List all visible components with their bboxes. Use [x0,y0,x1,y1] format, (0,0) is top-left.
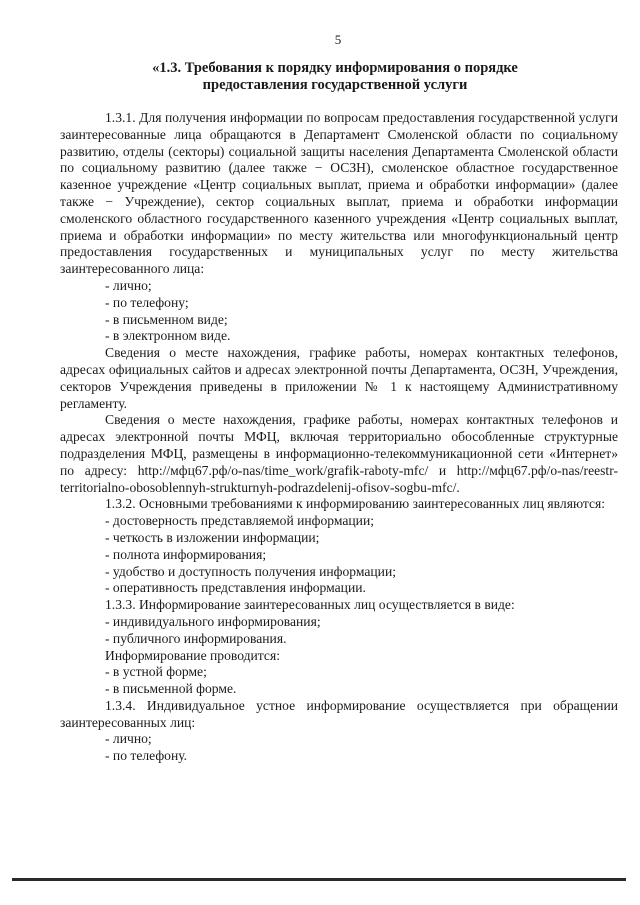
document-body [60,110,618,765]
paragraph-1-3-1: 1.3.1. Для получения информации по вопросам предоставления государственной услуги заинтересованные лица обращаются в Департамент Смоленской области по социальному развитию, отделы (секторы) социальной защиты населения Департамента Смоленской области по социальному развитию (далее также − ОСЗН), смоленское областное государственное казенное учреждение «Центр социальных выплат, приема и обработки информации» (далее также − Учреждение), сектор социальных выплат, приема и обработки информации смоленского областного государственного казенного учреждения «Центр социальных выплат, приема и обработки информации» по месту жительства или многофункциональный центр предоставления государственных и муниципальных услуг по месту жительства заинтересованного лица: [60,110,618,277]
section-title-line-1: «1.3. Требования к порядку информирования о порядке [152,60,518,76]
list-item: - в электронном виде. [105,328,231,344]
list-item: - полнота информирования; [105,546,267,562]
paragraph-1-3-4: 1.3.4. Индивидуальное устное информирование осуществляется при обращении заинтересованных лиц: [60,697,618,730]
paragraph-contacts: Сведения о месте нахождения, графике работы, номерах контактных телефонов, адресах официальных сайтов и адресах электронной почты Департамента, ОСЗН, Учреждения, секторов Учреждения приведены в приложении № 1 к настоящему Административному регламенту. [60,345,618,411]
list-item: - индивидуального информирования; [105,613,321,629]
list-item: - четкость в изложении информации; [105,529,320,545]
list-item: - достоверность представляемой информации; [105,513,375,529]
list-item: - в письменной форме. [105,681,237,697]
list-item: - лично; [105,277,152,293]
paragraph-1-3-3: 1.3.3. Информирование заинтересованных лиц осуществляется в виде: [105,597,515,613]
list-item: - лично; [105,731,152,747]
paragraph-conducted: Информирование проводится: [105,647,280,663]
list-item: - по телефону; [105,294,189,310]
page-number: 5 [334,32,342,47]
list-item: - оперативность представления информации. [105,580,366,596]
list-item: - публичного информирования. [105,630,287,646]
list-item: - по телефону. [105,748,188,764]
list-item: - в письменном виде; [105,311,228,327]
section-title-line-2: предоставления государственной услуги [202,77,468,93]
paragraph-mfc: Сведения о месте нахождения, графике работы, номерах контактных телефонов и адресах электронной почты МФЦ, включая территориально обособленные структурные подразделения МФЦ, размещены в информационно-телекоммуникационной сети «Интернет» по адресу: http://мфц67.рф/o-nas/time_work/grafik-raboty-mfc/ и http://мфц67.рф/o-nas/reestr-territorialno-obosoblennyh-strukturnyh-podrazdelenij-ofisov-sogbu-mfc/. [60,412,618,495]
section-title [60,60,610,94]
list-item: - удобство и доступность получения информации; [105,563,396,579]
paragraph-1-3-2: 1.3.2. Основными требованиями к информированию заинтересованных лиц являются: [105,496,606,512]
list-item: - в устной форме; [105,664,207,680]
bottom-rule [12,878,626,881]
